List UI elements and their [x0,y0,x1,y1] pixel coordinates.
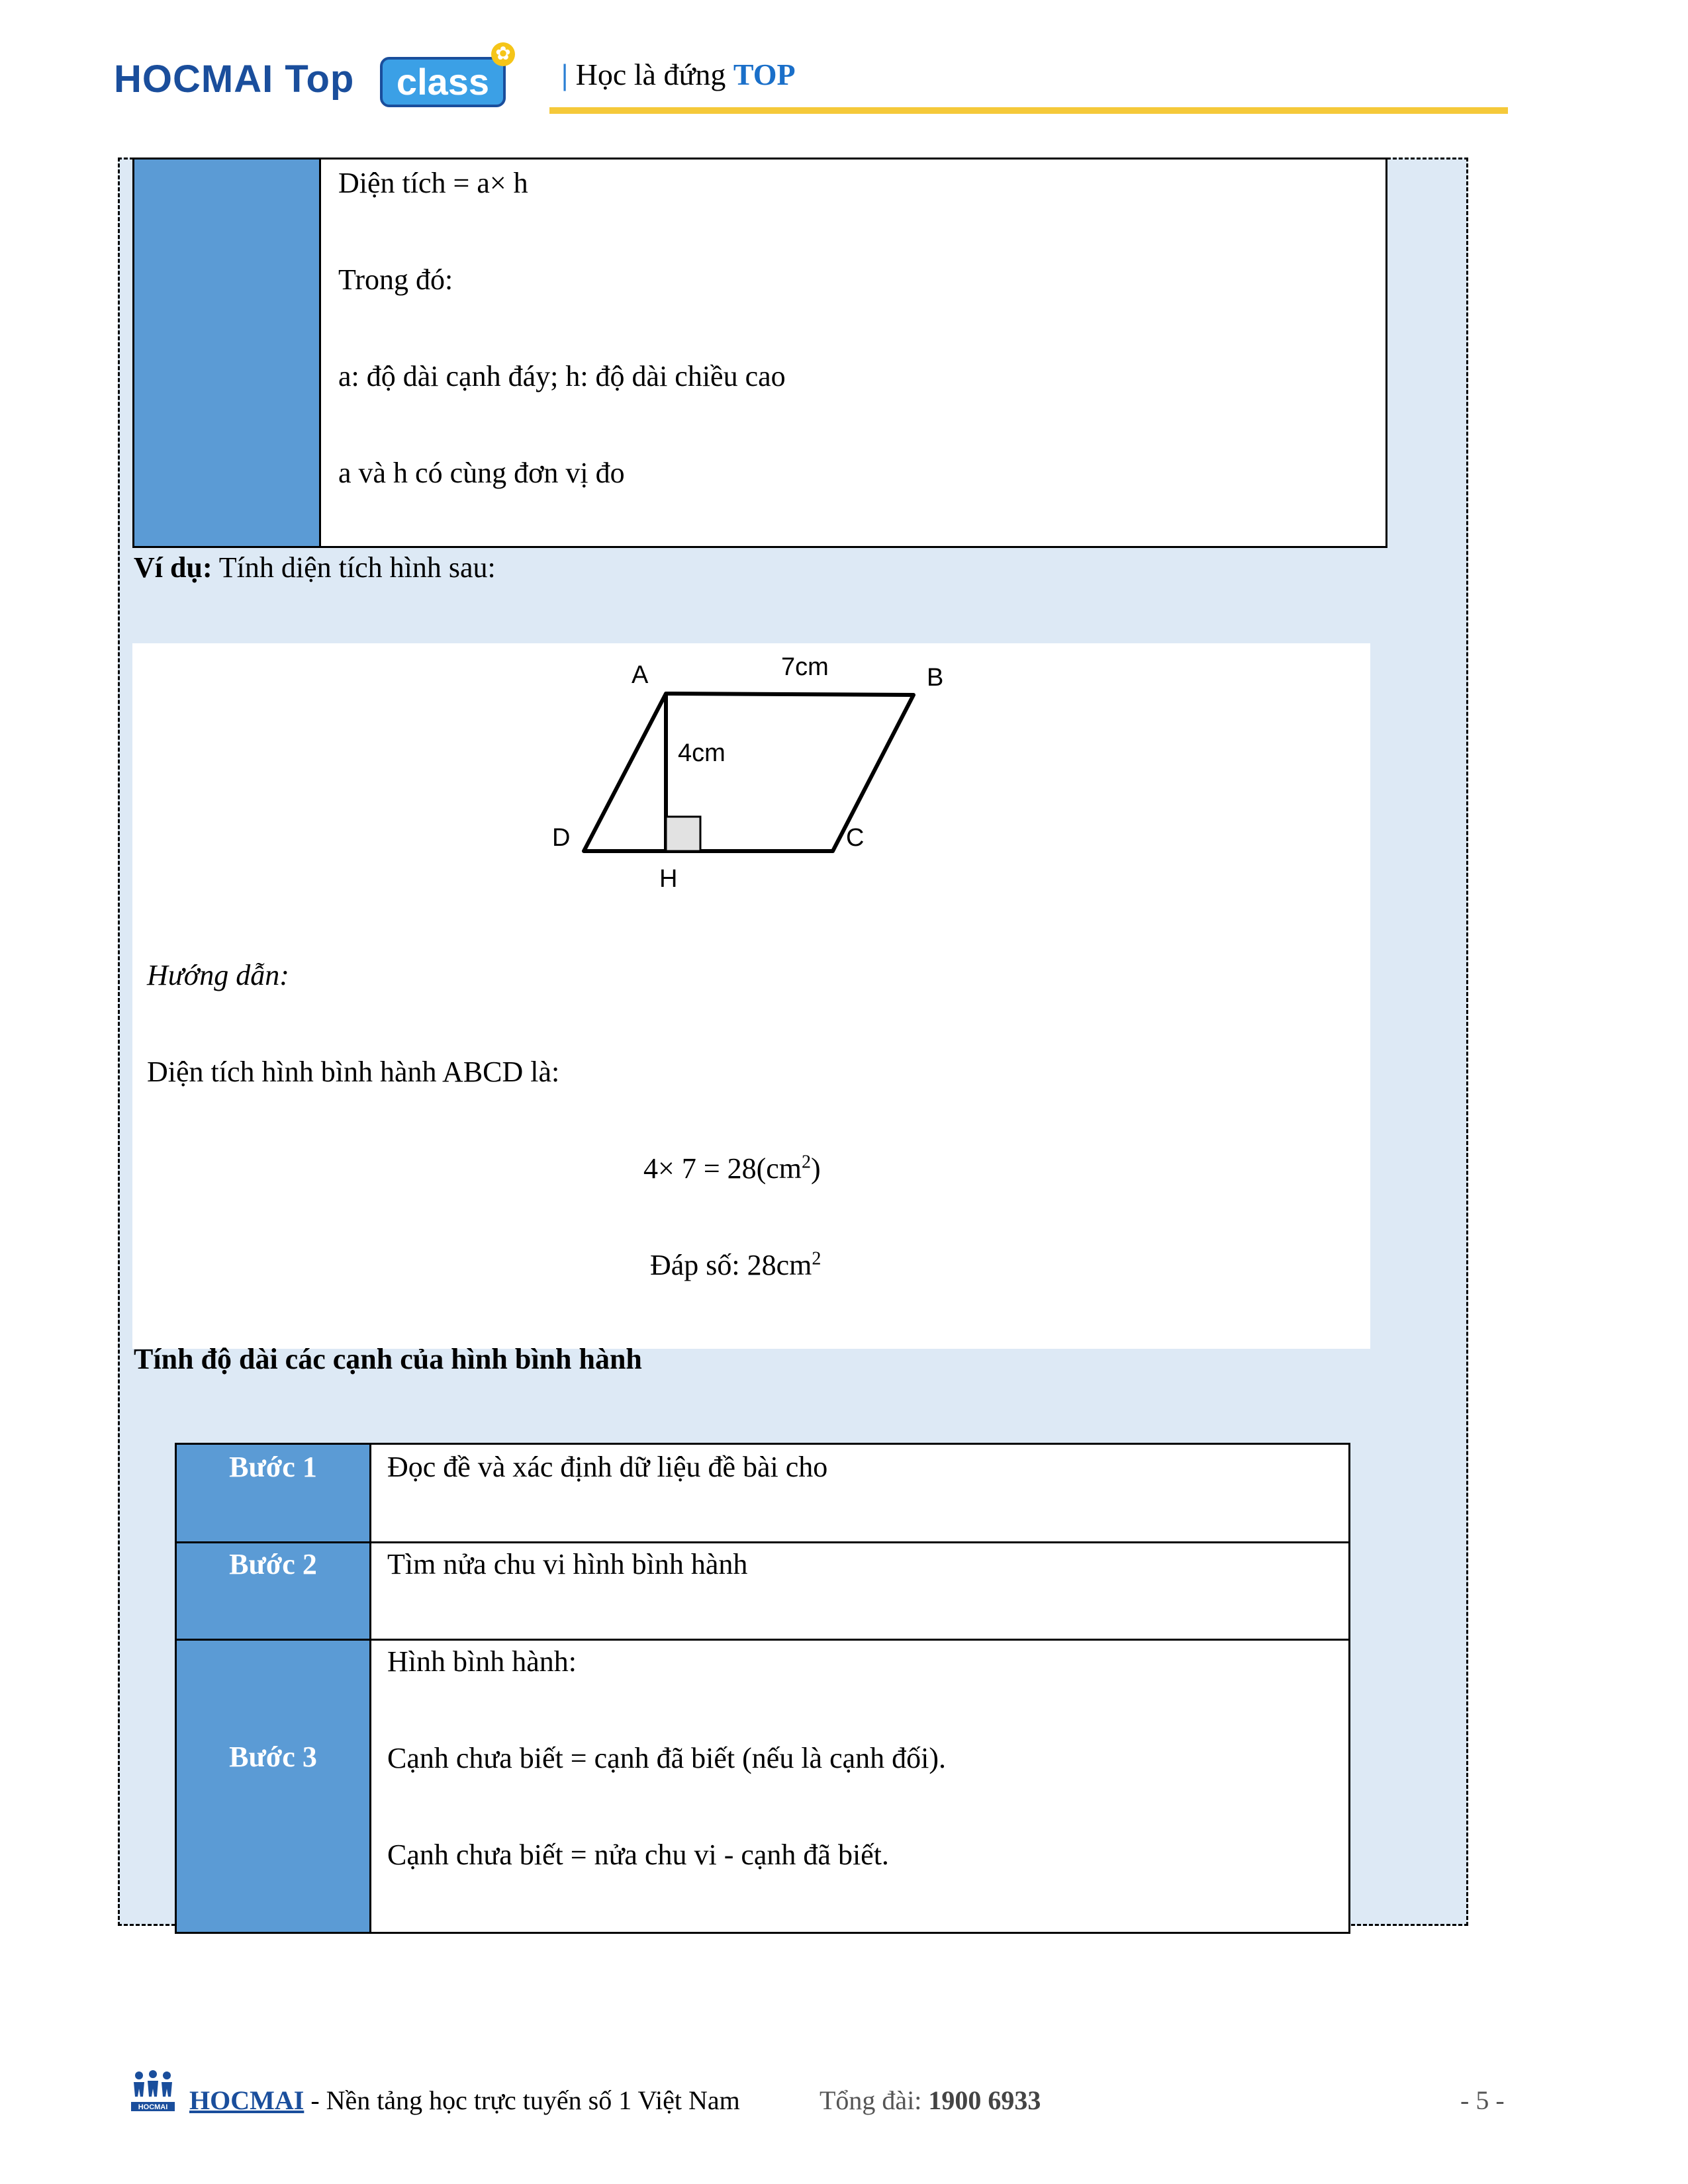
step-label: Bước 3 [177,1641,371,1932]
footer-hotline [820,2085,1041,2116]
guide-label: Hướng dẫn: [147,959,289,991]
parallelogram-figure [530,649,993,900]
hotline-label: Tổng đài: [820,2085,929,2115]
section-title: Tính độ dài các cạnh của hình bình hành [134,1343,642,1375]
formula-line: Diện tích = a× h [338,167,528,199]
page-number: - 5 - [1460,2085,1505,2115]
height-length-label: 4cm [678,739,726,767]
formula-table-side-cell [134,159,321,546]
tagline-strong: TOP [733,58,796,91]
step-text: Tìm nửa chu vi hình bình hành [387,1548,748,1580]
logo-class-badge: class [380,57,506,107]
hocmai-topclass-logo [114,42,511,115]
step-row [177,1543,1348,1639]
point-h-label: H [659,865,678,893]
formula-variables: a: độ dài cạnh đáy; h: độ dài chiều cao [338,360,786,392]
footer-slogan [189,2085,740,2116]
point-b-label: B [927,664,944,692]
footer-slogan-text: - Nền tảng học trực tuyến số 1 Việt Nam [304,2085,740,2115]
step-row [177,1445,1348,1541]
answer-main: Đáp số: 28cm [650,1249,812,1281]
header-tagline [561,57,796,92]
calc-superscript: 2 [802,1152,812,1173]
footer-brand-link[interactable]: HOCMAI [189,2085,305,2115]
calc-end: ) [811,1152,821,1185]
tagline-separator: | [561,58,576,91]
footer-logo-text: HOCMAI [138,2103,168,2111]
steps-table [175,1443,1350,1934]
star-icon: ✿ [491,42,515,66]
step-label: Bước 2 [177,1543,371,1639]
logo-main-text: HOCMAI Top [114,58,355,101]
step-text: Hình bình hành: [387,1645,577,1678]
step-text: Đọc đề và xác định dữ liệu đề bài cho [387,1451,828,1483]
solution-answer [650,1248,821,1282]
hocmai-footer-logo [130,2070,176,2114]
formula-where: Trong đó: [338,263,453,296]
step-text: Cạnh chưa biết = cạnh đã biết (nếu là cạnh đối). [387,1742,947,1774]
base-length-label: 7cm [781,653,829,681]
solution-calculation [643,1152,821,1185]
example-prompt: Tính diện tích hình sau: [212,551,496,584]
formula-table [132,158,1387,548]
header-rule [549,107,1508,114]
hotline-number: 1900 6933 [928,2085,1041,2115]
step-text: Cạnh chưa biết = nửa chu vi - cạnh đã biết. [387,1839,889,1871]
example-label: Ví dụ: [134,551,212,584]
point-d-label: D [552,824,571,852]
formula-units: a và h có cùng đơn vị đo [338,457,625,489]
right-angle-marker [666,817,700,851]
point-a-label: A [632,661,649,689]
answer-superscript: 2 [812,1248,821,1269]
example-heading [134,551,496,584]
step-label: Bước 1 [177,1445,371,1541]
step-row [177,1641,1348,1932]
calc-main: 4× 7 = 28(cm [643,1152,802,1185]
solution-intro: Diện tích hình bình hành ABCD là: [147,1056,560,1088]
tagline-prefix: Học là đứng [575,58,733,91]
point-c-label: C [846,824,865,852]
